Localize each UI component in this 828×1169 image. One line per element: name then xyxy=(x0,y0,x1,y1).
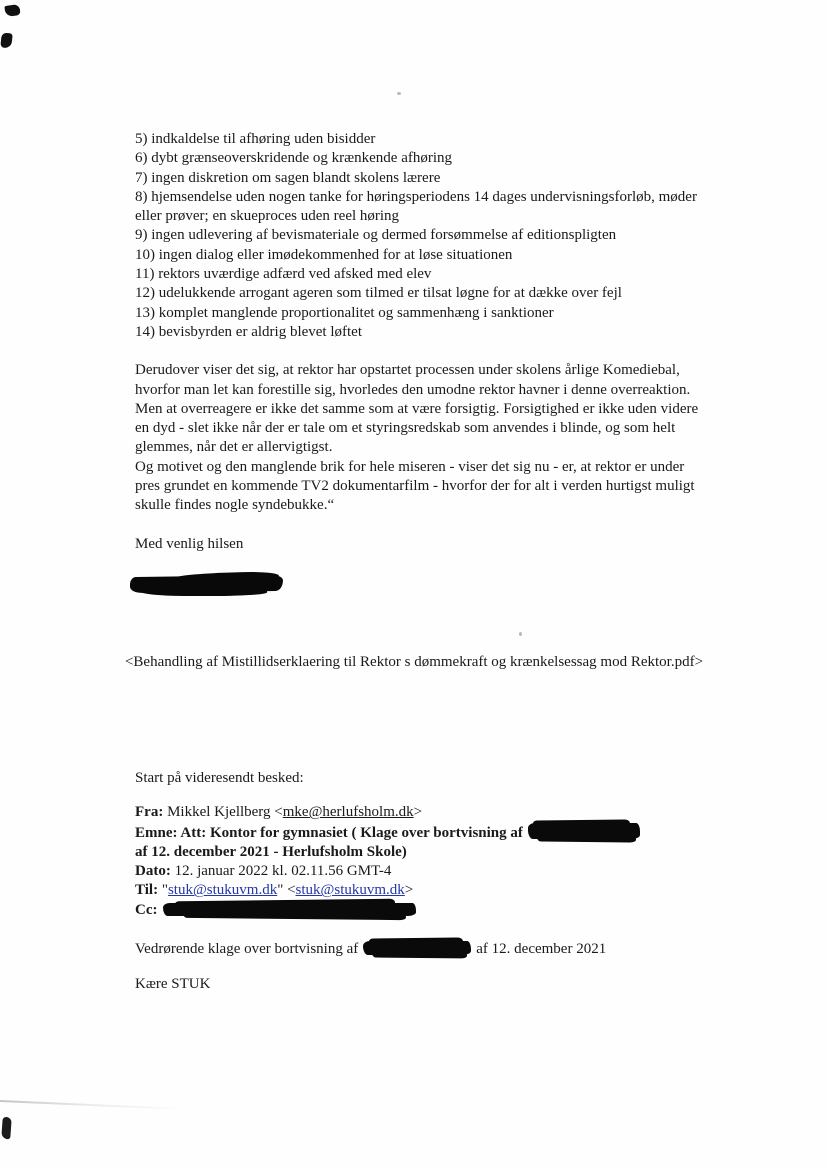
scan-speck xyxy=(397,92,401,95)
header-date xyxy=(135,862,745,881)
complaint-item: 5) indkaldelse til afhøring uden bisidder xyxy=(135,131,376,147)
closing-salutation: Med venlig hilsen xyxy=(135,535,244,552)
date-value: 12. januar 2022 kl. 02.11.56 GMT-4 xyxy=(170,863,392,880)
header-to xyxy=(135,881,745,900)
header-from xyxy=(135,803,745,822)
to-value-mid: " < xyxy=(277,882,296,899)
forwarded-message xyxy=(135,769,745,995)
redaction-student-name xyxy=(528,823,640,839)
from-email-link[interactable]: mke@herlufsholm.dk xyxy=(282,804,414,821)
header-subject xyxy=(135,823,745,843)
complaint-item: 9) ingen udlevering af bevismateriale og dermed forsømmelse af editionspligten xyxy=(135,227,617,244)
complaint-list xyxy=(135,130,701,342)
complaint-item: 8) hjemsendelse uden nogen tanke for høringsperiodens 14 dages undervisningsforløb, møder eller prøver; en skueproces uden reel høring xyxy=(135,188,697,225)
scan-artifact-top-left-1 xyxy=(4,4,20,17)
complaint-item: 12) udelukkende arrogant ageren som tilmed er tilsat løgne for at dække over fejl xyxy=(135,285,622,302)
subject-label: Emne: xyxy=(135,824,178,841)
from-value: Mikkel Kjellberg < xyxy=(163,804,283,821)
header-cc xyxy=(135,901,745,920)
scan-artifact-bottom-left xyxy=(1,1117,12,1140)
message-subject-line xyxy=(135,940,745,959)
forwarded-headers xyxy=(135,803,745,920)
from-label: Fra: xyxy=(135,804,164,821)
date-label: Dato: xyxy=(135,863,171,880)
subject-pre: Vedrørende klage over bortvisning af xyxy=(135,941,359,958)
cc-label: Cc: xyxy=(135,901,158,918)
redaction-cc-recipients xyxy=(163,903,416,916)
complaint-item: 6) dybt grænseoverskridende og krænkende afhøring xyxy=(135,150,453,167)
complaint-item: 11) rektors uværdige adfærd ved afsked med elev xyxy=(135,266,432,283)
scan-artifact-top-left-2 xyxy=(0,32,13,48)
to-email-link[interactable]: stuk@stukuvm.dk xyxy=(167,882,278,899)
subject-post: af 12. december 2021 xyxy=(476,941,607,958)
complaint-item: 7) ingen diskretion om sagen blandt skolens lærere xyxy=(135,169,441,186)
attachment-filename: <Behandling af Mistillidserklaering til Rektor s dømmekraft og krænkelsessag mod Rektor.pdf> xyxy=(124,654,704,670)
complaint-item: 13) komplet manglende proportionalitet og sammenhæng i sanktioner xyxy=(135,304,554,321)
forwarded-intro: Start på videresendt besked: xyxy=(135,770,304,786)
redaction-student-name-2 xyxy=(363,941,471,955)
header-subject-line2: af 12. december 2021 - Herlufsholm Skole) xyxy=(135,843,407,860)
redaction-signature xyxy=(130,575,283,593)
scan-speck xyxy=(519,632,522,636)
greeting: Kære STUK xyxy=(135,976,211,993)
to-value-open: " xyxy=(158,882,168,899)
from-value-close: > xyxy=(413,804,423,821)
complaint-item: 14) bevisbyrden er aldrig blevet løftet xyxy=(135,323,363,340)
complaint-item: 10) ingen dialog eller imødekommenhed for at løse situationen xyxy=(135,246,513,263)
subject-value: Att: Kontor for gymnasiet ( Klage over bortvisning af xyxy=(177,824,523,841)
to-email-link-2[interactable]: stuk@stukuvm.dk xyxy=(295,882,405,899)
letter-body xyxy=(135,130,701,592)
to-value-close: > xyxy=(404,882,414,899)
scan-artifact-bottom-line xyxy=(0,1100,185,1110)
paragraph-1: Derudover viser det sig, at rektor har opstartet processen under skolens årlige Komediebal, hvorfor man let kan forestille sig, hvorledes den umodne rektor havner i denne overreaktion. Men at overreagere er ikke det samme som at være forsigtig. Forsigtighed er ikke uden videre en dyd - slet ikke når der er tale om et styringsredskab som anvendes i blinde, og som helt glemmes, når det er allervigtigst. xyxy=(135,362,699,456)
paragraph-2: Og motivet og den manglende brik for hele miseren - viser det sig nu - er, at rektor er under pres grundet en kommende TV2 dokumentarfilm - hvorfor der for alt i verden hurtigst muligt skulle findes nogle syndebukke.“ xyxy=(135,458,695,514)
to-label: Til: xyxy=(135,882,159,899)
